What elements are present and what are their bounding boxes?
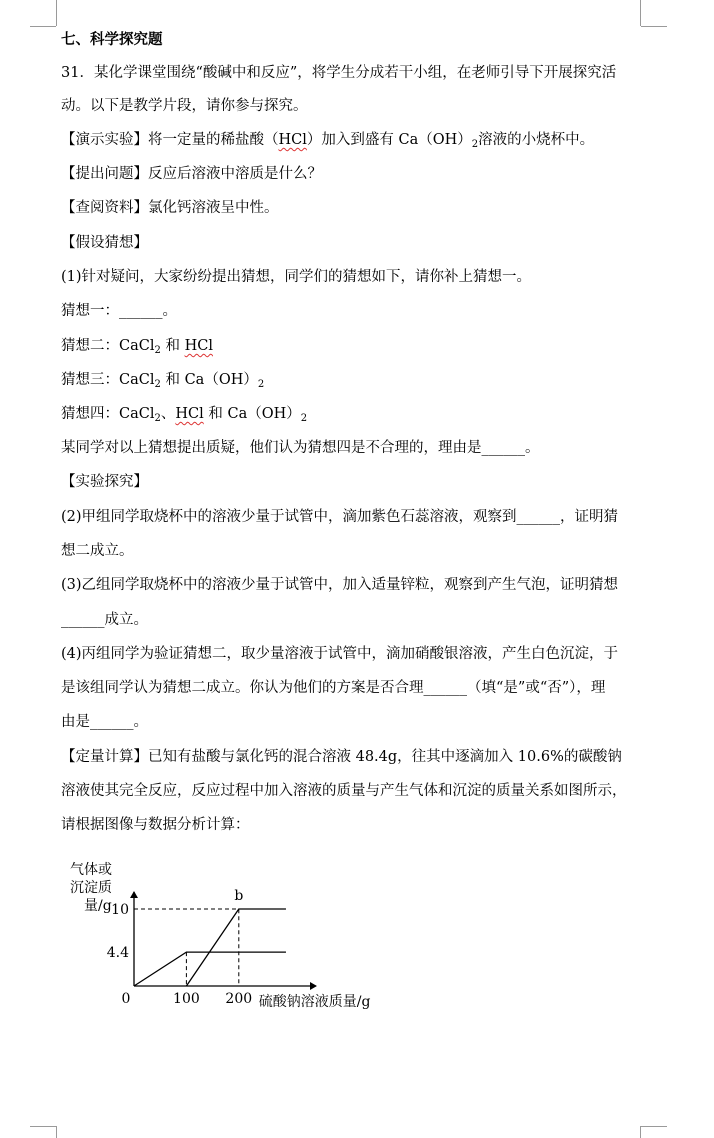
guess-4-prefix: 猜想四：CaCl [61,406,155,422]
guess-4-hcl: HCl [175,406,204,422]
guess-3-suffix: 和 Ca（OH） [160,372,258,388]
question-3-line-1: (3)乙组同学取烧杯中的溶液少量于试管中，加入适量锌粒，观察到产生气泡，证明猜想 [61,577,619,593]
x-tick-label: 100 [173,991,200,1007]
calc-line-3: 请根据图像与数据分析计算： [61,817,250,833]
guess-2-hcl: HCl [184,338,213,354]
x-axis-label: 硫酸钠溶液质量/g [258,994,371,1010]
guess-3-sub: 2 [154,379,161,390]
series-line-2 [186,909,286,986]
question-2-line-1: (2)甲组同学取烧杯中的溶液少量于试管中，滴加紫色石蕊溶液，观察到______，证明猜 [61,509,619,525]
calc-line-1: 【定量计算】已知有盐酸与氯化钙的混合溶液 48.4g，往其中逐滴加入 10.6%的碳酸钠 [61,749,622,765]
guess-2-prefix: 猜想二：CaCl [61,338,155,354]
series-line-1 [134,952,286,986]
demo-mid: ）加入到盛有 Ca（OH） [306,132,472,148]
point-b-label: b [234,888,244,904]
guess-2-mid: 和 [160,338,185,354]
mass-chart [62,856,402,1016]
question-4-line-2: 是该组同学认为猜想二成立。你认为他们的方案是否合理______（填“是”或“否”），理 [61,680,606,696]
y-tick-label: 4.4 [106,945,129,962]
demo-sub: 2 [471,139,479,150]
y-tick-label: 10 [111,902,129,918]
ask-question: 【提出问题】反应后溶液中溶质是什么？ [61,166,322,182]
guess-4 [61,404,307,424]
calc-line-2: 溶液使其完全反应，反应过程中加入溶液的质量与产生气体和沉淀的质量关系如图所示， [61,783,627,799]
guess-3-prefix: 猜想三：CaCl [61,372,155,388]
guess-4-sub2: 2 [300,413,308,424]
demo-experiment [61,130,594,150]
question-4-line-1: (4)丙组同学为验证猜想二，取少量溶液于试管中，滴加硝酸银溶液，产生白色沉淀，于 [61,646,619,662]
question-4-line-3: 由是______。 [61,714,148,730]
intro-line-1: 31．某化学课堂围绕“酸碱中和反应”，将学生分成若干小组，在老师引导下开展探究活 [61,65,617,81]
guess-4-suffix: 和 Ca（OH） [203,406,301,422]
demo-prefix: 【演示实验】将一定量的稀盐酸（ [61,132,279,148]
question-2-line-2: 想二成立。 [61,543,134,559]
guess-1: 猜想一：______。 [61,303,177,319]
doubt-line: 某同学对以上猜想提出质疑，他们认为猜想四是不合理的，理由是______。 [61,440,540,456]
intro-line-2: 动。以下是教学片段，请你参与探究。 [61,98,308,114]
guess-4-sub: 2 [154,413,161,424]
experiment-header: 【实验探究】 [61,474,148,490]
guess-4-sep: 、 [160,406,176,422]
demo-hcl: HCl [278,132,307,148]
section-title: 七、科学探究题 [61,31,163,48]
y-axis-label-line-3: 量/g [84,898,112,914]
question-1: (1)针对疑问，大家纷纷提出猜想，同学们的猜想如下，请你补上猜想一。 [61,269,532,285]
origin-label: 0 [121,991,131,1007]
guess-3-sub2: 2 [257,379,265,390]
lookup-info: 【查阅资料】氯化钙溶液呈中性。 [61,200,279,216]
demo-suffix: 溶液的小烧杯中。 [478,132,595,148]
y-axis-label-line-2: 沉淀质 [70,880,112,896]
guess-2-sub: 2 [154,345,161,356]
guess-3 [61,370,264,390]
y-axis-label-line-1: 气体或 [70,862,112,878]
x-tick-label: 200 [225,991,253,1007]
question-3-line-2: ______成立。 [61,612,148,628]
hypothesis-header: 【假设猜想】 [61,235,148,251]
guess-2 [61,336,213,356]
